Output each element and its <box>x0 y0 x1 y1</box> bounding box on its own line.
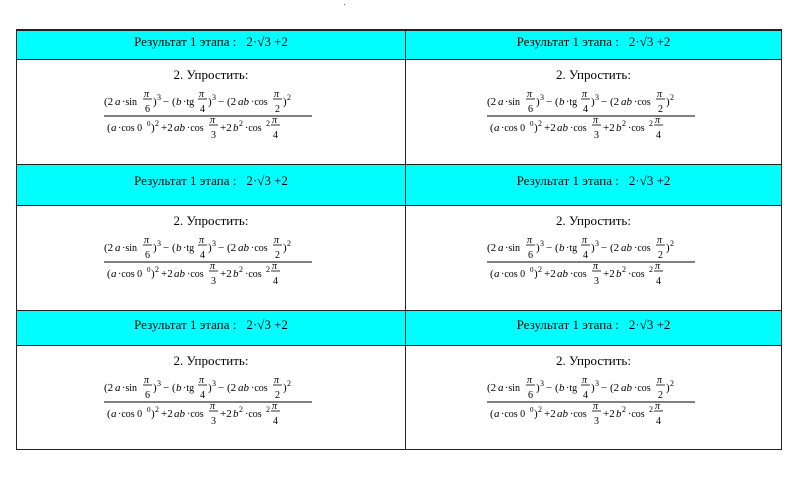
formula-glyph: ab <box>620 96 632 108</box>
formula-glyph: ·cos <box>569 269 587 280</box>
formula-glyph: ) <box>590 382 595 394</box>
formula-glyph: 3 <box>211 276 216 287</box>
formula-glyph: ·tg <box>183 243 195 254</box>
formula-glyph: 3 <box>211 130 216 141</box>
formula-glyph: a <box>497 96 503 108</box>
formula-glyph: 3 <box>593 416 599 427</box>
formula-glyph: 2 <box>537 265 542 274</box>
formula-glyph: 2 <box>537 405 542 414</box>
formula-glyph: b <box>615 408 621 420</box>
formula-glyph: ·tg <box>565 97 577 108</box>
formula-glyph: π <box>199 235 205 246</box>
header-row-1 <box>17 30 781 60</box>
formula-glyph: 4 <box>582 390 588 401</box>
formula-glyph: ·cos <box>569 123 587 134</box>
formula-glyph: 0 <box>529 266 533 274</box>
formula-glyph: ·sin <box>122 243 137 254</box>
formula-glyph: ·cos <box>251 243 268 254</box>
formula-glyph: (2 <box>609 96 619 108</box>
formula-glyph: b <box>176 242 182 254</box>
formula-glyph: a <box>111 408 117 420</box>
formula-glyph: ab <box>238 96 249 108</box>
formula-glyph: ) <box>533 122 538 134</box>
formula-glyph: 3 <box>157 379 161 388</box>
formula-glyph: ) <box>283 96 287 108</box>
formula-glyph: π <box>526 89 532 100</box>
formula-glyph: ) <box>208 96 212 108</box>
formula-glyph: 2 <box>657 104 663 115</box>
result-expression: 2·√3 +2 <box>628 34 671 49</box>
formula-glyph: ·cos 0 <box>118 123 143 134</box>
formula-glyph: ) <box>208 242 212 254</box>
formula-glyph: 2 <box>621 265 626 274</box>
formula-glyph: 4 <box>655 416 661 427</box>
formula-glyph: ·cos <box>245 269 262 280</box>
formula-glyph: 2 <box>657 250 663 261</box>
formula-glyph: ·tg <box>565 243 577 254</box>
formula-glyph: ( <box>172 382 176 394</box>
formula-glyph: 2 <box>266 405 270 414</box>
card-2-body <box>406 60 781 164</box>
simplify-formula <box>17 87 405 149</box>
formula-glyph: (2 <box>486 96 496 108</box>
formula-glyph: 2 <box>239 119 243 128</box>
formula-glyph: ) <box>665 96 670 108</box>
body-row-1 <box>17 60 781 164</box>
body-row-2 <box>17 206 781 310</box>
formula-glyph: 6 <box>145 390 150 401</box>
formula-glyph: +2 <box>220 268 232 280</box>
formula-glyph: π <box>581 235 587 246</box>
formula-glyph: ) <box>283 242 287 254</box>
formula-glyph: 2 <box>275 250 280 261</box>
task-title: 2. Упростить: <box>556 213 631 228</box>
formula-glyph: 4 <box>582 250 588 261</box>
formula-glyph: a <box>497 382 503 394</box>
formula-glyph: ·cos 0 <box>500 409 525 420</box>
formula-glyph: 0 <box>147 406 151 414</box>
formula-glyph: +2 <box>602 268 615 280</box>
card-5-body <box>17 346 406 449</box>
formula-glyph: a <box>111 268 117 280</box>
formula-glyph: ·cos <box>187 123 204 134</box>
formula-glyph: 3 <box>212 239 216 248</box>
formula-glyph: ( <box>107 268 111 280</box>
formula-glyph: 3 <box>594 379 599 388</box>
formula-render <box>104 233 318 295</box>
formula-glyph: 0 <box>529 406 533 414</box>
simplify-formula <box>406 87 781 149</box>
cards-grid <box>16 29 782 450</box>
formula-render <box>104 87 318 149</box>
formula-glyph: 3 <box>539 379 544 388</box>
formula-glyph: π <box>581 375 587 386</box>
formula-glyph: 2 <box>275 104 280 115</box>
formula-glyph: ( <box>172 242 176 254</box>
formula-glyph: ·cos <box>569 409 587 420</box>
formula-glyph: 2 <box>669 239 674 248</box>
formula-glyph: 3 <box>594 93 599 102</box>
formula-glyph: 2 <box>648 119 653 128</box>
simplify-formula <box>17 373 405 435</box>
formula-glyph: ab <box>238 382 249 394</box>
formula-glyph: +2 <box>161 408 173 420</box>
formula-glyph: b <box>558 382 564 394</box>
formula-glyph: b <box>233 408 239 420</box>
formula-glyph: ·cos 0 <box>118 409 143 420</box>
formula-glyph: ·cos <box>627 269 645 280</box>
result-label: Результат 1 этапа : <box>516 317 619 332</box>
formula-glyph: − <box>600 96 607 108</box>
formula-glyph: 2 <box>239 265 243 274</box>
formula-glyph: (2 <box>104 382 114 394</box>
task-title: 2. Упростить: <box>556 353 631 368</box>
formula-glyph: ab <box>174 268 185 280</box>
formula-glyph: 6 <box>527 250 533 261</box>
formula-glyph: ·sin <box>504 383 520 394</box>
formula-glyph: ) <box>153 242 157 254</box>
formula-glyph: π <box>592 261 598 272</box>
formula-glyph: ·tg <box>183 383 195 394</box>
formula-glyph: ·cos <box>187 409 204 420</box>
formula-glyph: ) <box>151 122 155 134</box>
formula-glyph: +2 <box>602 122 615 134</box>
formula-glyph: ) <box>535 242 540 254</box>
formula-glyph: 2 <box>239 405 243 414</box>
formula-glyph: − <box>545 382 552 394</box>
formula-glyph: ( <box>489 408 494 420</box>
formula-glyph: ·cos <box>627 123 645 134</box>
formula-glyph: +2 <box>543 268 556 280</box>
formula-glyph: ab <box>556 122 568 134</box>
formula-glyph: ab <box>174 408 185 420</box>
formula-glyph: 3 <box>211 416 216 427</box>
result-label: Результат 1 этапа : <box>516 34 619 49</box>
formula-glyph: ·cos 0 <box>500 123 525 134</box>
formula-render <box>487 87 701 149</box>
formula-glyph: ab <box>620 382 632 394</box>
formula-glyph: ) <box>665 382 670 394</box>
formula-glyph: π <box>199 89 205 100</box>
formula-glyph: 3 <box>212 379 216 388</box>
card-5-header <box>17 311 406 345</box>
formula-glyph: ab <box>556 408 568 420</box>
formula-glyph: π <box>274 89 280 100</box>
formula-glyph: 6 <box>145 250 150 261</box>
formula-glyph: ·sin <box>504 243 520 254</box>
formula-render <box>487 373 701 435</box>
formula-glyph: ·cos 0 <box>500 269 525 280</box>
formula-glyph: a <box>115 96 121 108</box>
formula-glyph: π <box>656 375 662 386</box>
formula-glyph: π <box>144 375 150 386</box>
formula-glyph: − <box>600 242 607 254</box>
formula-glyph: ) <box>533 408 538 420</box>
formula-glyph: +2 <box>220 408 232 420</box>
formula-glyph: π <box>210 115 216 126</box>
formula-glyph: 2 <box>155 119 159 128</box>
formula-glyph: 4 <box>200 390 205 401</box>
header-row-2 <box>17 164 781 206</box>
formula-glyph: b <box>558 96 564 108</box>
formula-glyph: π <box>656 235 662 246</box>
formula-glyph: 2 <box>275 390 280 401</box>
formula-glyph: 2 <box>648 265 653 274</box>
formula-glyph: ) <box>153 382 157 394</box>
formula-glyph: ·cos <box>251 97 268 108</box>
result-expression: 2·√3 +2 <box>246 317 288 332</box>
formula-glyph: +2 <box>602 408 615 420</box>
formula-glyph: ) <box>283 382 287 394</box>
formula-glyph: (2 <box>486 382 496 394</box>
formula-glyph: ) <box>151 408 155 420</box>
formula-glyph: ·cos <box>245 409 262 420</box>
card-3-body <box>17 206 406 310</box>
formula-glyph: ) <box>153 96 157 108</box>
formula-glyph: ·cos <box>633 383 651 394</box>
formula-glyph: − <box>545 242 552 254</box>
formula-glyph: b <box>233 268 239 280</box>
formula-glyph: 3 <box>539 239 544 248</box>
result-expression: 2·√3 +2 <box>628 317 671 332</box>
formula-glyph: 4 <box>273 416 278 427</box>
formula-glyph: 2 <box>287 379 291 388</box>
formula-glyph: (2 <box>486 242 496 254</box>
formula-glyph: π <box>210 261 216 272</box>
formula-glyph: (2 <box>609 242 619 254</box>
formula-glyph: − <box>163 242 170 254</box>
card-4-header <box>406 165 781 205</box>
card-3-header <box>17 165 406 205</box>
formula-glyph: π <box>272 115 278 126</box>
header-row-3 <box>17 310 781 346</box>
formula-glyph: − <box>218 242 225 254</box>
card-6-header <box>406 311 781 345</box>
formula-glyph: a <box>115 382 121 394</box>
formula-glyph: 2 <box>669 93 674 102</box>
formula-glyph: (2 <box>227 382 237 394</box>
formula-glyph: 2 <box>266 265 270 274</box>
formula-glyph: ·cos <box>633 97 651 108</box>
formula-glyph: +2 <box>161 268 173 280</box>
formula-glyph: b <box>233 122 239 134</box>
formula-glyph: ( <box>554 96 559 108</box>
formula-glyph: π <box>526 375 532 386</box>
formula-glyph: ( <box>489 122 494 134</box>
formula-glyph: b <box>176 382 182 394</box>
card-4-body <box>406 206 781 310</box>
formula-glyph: 6 <box>527 104 533 115</box>
card-1-header <box>17 31 406 59</box>
formula-glyph: π <box>144 235 150 246</box>
formula-glyph: π <box>654 261 660 272</box>
formula-glyph: +2 <box>220 122 232 134</box>
formula-glyph: ·sin <box>504 97 520 108</box>
formula-glyph: ) <box>590 242 595 254</box>
card-6-body <box>406 346 781 449</box>
formula-glyph: 4 <box>273 276 278 287</box>
formula-glyph: a <box>497 242 503 254</box>
formula-glyph: ) <box>535 96 540 108</box>
formula-glyph: 6 <box>527 390 533 401</box>
formula-glyph: π <box>199 375 205 386</box>
formula-glyph: ·cos <box>245 123 262 134</box>
formula-glyph: − <box>600 382 607 394</box>
formula-glyph: π <box>274 235 280 246</box>
formula-glyph: +2 <box>543 122 556 134</box>
formula-glyph: − <box>545 96 552 108</box>
formula-glyph: 4 <box>273 130 278 141</box>
formula-glyph: 4 <box>200 250 205 261</box>
formula-glyph: ) <box>151 268 155 280</box>
formula-glyph: ( <box>489 268 494 280</box>
formula-glyph: ( <box>554 242 559 254</box>
formula-glyph: (2 <box>609 382 619 394</box>
result-expression: 2·√3 +2 <box>246 34 288 49</box>
formula-render <box>487 233 701 295</box>
formula-glyph: 3 <box>157 239 161 248</box>
formula-glyph: 4 <box>582 104 588 115</box>
formula-glyph: π <box>526 235 532 246</box>
formula-glyph: +2 <box>161 122 173 134</box>
formula-glyph: 2 <box>657 390 663 401</box>
simplify-formula <box>406 373 781 435</box>
formula-glyph: 2 <box>621 405 626 414</box>
formula-glyph: 4 <box>200 104 205 115</box>
formula-glyph: 2 <box>266 119 270 128</box>
formula-glyph: ·sin <box>122 97 137 108</box>
result-label: Результат 1 этапа : <box>516 173 619 188</box>
formula-glyph: ab <box>620 242 632 254</box>
formula-glyph: 0 <box>147 266 151 274</box>
result-expression: 2·√3 +2 <box>246 173 288 188</box>
formula-glyph: π <box>592 115 598 126</box>
formula-glyph: π <box>654 115 660 126</box>
formula-glyph: b <box>615 122 621 134</box>
formula-glyph: ) <box>590 96 595 108</box>
formula-glyph: (2 <box>227 96 237 108</box>
formula-glyph: ( <box>172 96 176 108</box>
formula-glyph: ) <box>208 382 212 394</box>
formula-glyph: π <box>592 401 598 412</box>
formula-glyph: 2 <box>537 119 542 128</box>
simplify-formula <box>406 233 781 295</box>
formula-glyph: ·cos <box>251 383 268 394</box>
formula-glyph: π <box>144 89 150 100</box>
formula-glyph: ab <box>556 268 568 280</box>
formula-glyph: ·sin <box>122 383 137 394</box>
formula-glyph: 2 <box>155 265 159 274</box>
simplify-formula <box>17 233 405 295</box>
formula-glyph: ab <box>174 122 185 134</box>
formula-glyph: π <box>654 401 660 412</box>
formula-glyph: π <box>272 401 278 412</box>
formula-glyph: ( <box>554 382 559 394</box>
formula-glyph: π <box>274 375 280 386</box>
formula-glyph: ·cos <box>627 409 645 420</box>
formula-glyph: b <box>176 96 182 108</box>
formula-glyph: a <box>111 122 117 134</box>
formula-glyph: 2 <box>621 119 626 128</box>
formula-glyph: 3 <box>539 93 544 102</box>
formula-glyph: ·cos 0 <box>118 269 143 280</box>
card-1-body <box>17 60 406 164</box>
stray-dot <box>344 4 345 5</box>
formula-glyph: (2 <box>104 96 114 108</box>
formula-glyph: − <box>218 382 225 394</box>
formula-glyph: π <box>656 89 662 100</box>
formula-glyph: 4 <box>655 276 661 287</box>
formula-glyph: ab <box>238 242 249 254</box>
card-2-header <box>406 31 781 59</box>
formula-glyph: π <box>272 261 278 272</box>
formula-glyph: 0 <box>147 120 151 128</box>
formula-glyph: 2 <box>287 93 291 102</box>
formula-glyph: 2 <box>669 379 674 388</box>
formula-glyph: b <box>558 242 564 254</box>
body-row-3 <box>17 346 781 449</box>
formula-glyph: 6 <box>145 104 150 115</box>
task-title: 2. Упростить: <box>173 213 249 228</box>
task-title: 2. Упростить: <box>173 353 249 368</box>
formula-glyph: − <box>163 382 170 394</box>
formula-glyph: ·tg <box>565 383 577 394</box>
formula-glyph: ( <box>107 408 111 420</box>
formula-glyph: 3 <box>593 276 599 287</box>
task-title: 2. Упростить: <box>173 67 249 82</box>
result-label: Результат 1 этапа : <box>134 34 237 49</box>
result-label: Результат 1 этапа : <box>134 317 237 332</box>
formula-render <box>104 373 318 435</box>
formula-glyph: π <box>581 89 587 100</box>
formula-glyph: − <box>163 96 170 108</box>
formula-glyph: ) <box>533 268 538 280</box>
formula-glyph: 2 <box>287 239 291 248</box>
formula-glyph: 3 <box>593 130 599 141</box>
formula-glyph: +2 <box>543 408 556 420</box>
task-title: 2. Упростить: <box>556 67 631 82</box>
formula-glyph: 0 <box>529 120 533 128</box>
formula-glyph: a <box>493 408 499 420</box>
formula-glyph: (2 <box>227 242 237 254</box>
formula-glyph: 3 <box>594 239 599 248</box>
formula-glyph: ( <box>107 122 111 134</box>
formula-glyph: ) <box>535 382 540 394</box>
formula-glyph: 2 <box>648 405 653 414</box>
formula-glyph: 3 <box>157 93 161 102</box>
formula-glyph: b <box>615 268 621 280</box>
formula-glyph: ·cos <box>187 269 204 280</box>
result-label: Результат 1 этапа : <box>134 173 237 188</box>
formula-glyph: − <box>218 96 225 108</box>
formula-glyph: (2 <box>104 242 114 254</box>
formula-glyph: π <box>210 401 216 412</box>
formula-glyph: ·tg <box>183 97 195 108</box>
formula-glyph: a <box>115 242 121 254</box>
formula-glyph: ·cos <box>633 243 651 254</box>
formula-glyph: 3 <box>212 93 216 102</box>
formula-glyph: 4 <box>655 130 661 141</box>
formula-glyph: ) <box>665 242 670 254</box>
result-expression: 2·√3 +2 <box>628 173 671 188</box>
formula-glyph: a <box>493 122 499 134</box>
formula-glyph: a <box>493 268 499 280</box>
formula-glyph: 2 <box>155 405 159 414</box>
